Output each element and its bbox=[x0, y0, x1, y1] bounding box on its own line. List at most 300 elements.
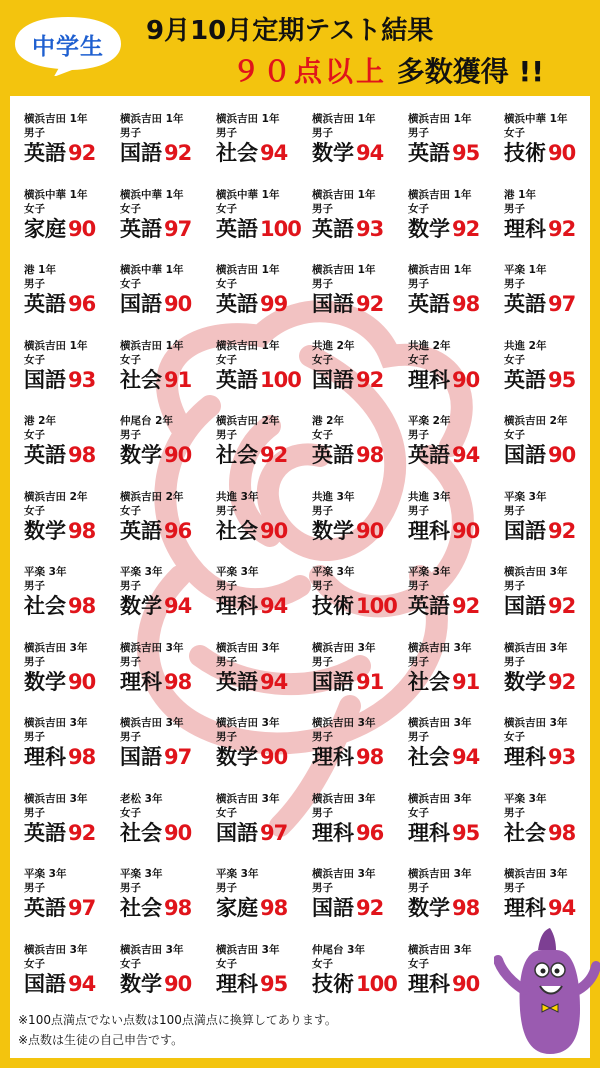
result-card bbox=[24, 867, 120, 941]
school-grade: 老松 3年 bbox=[120, 792, 163, 805]
badge-label: 中学生 bbox=[32, 34, 104, 60]
result-card bbox=[408, 792, 504, 866]
school-grade: 仲尾台 2年 bbox=[120, 415, 173, 427]
gender: 女子 bbox=[216, 202, 237, 215]
gender: 男子 bbox=[24, 278, 45, 290]
result-line bbox=[312, 669, 408, 697]
subject: 理科 bbox=[504, 216, 546, 241]
result-card bbox=[312, 490, 408, 564]
result-card bbox=[312, 792, 408, 866]
gender: 男子 bbox=[312, 731, 333, 743]
subject: 理科 bbox=[216, 971, 258, 996]
result-line bbox=[120, 518, 216, 546]
result-line bbox=[120, 593, 216, 621]
gender: 男子 bbox=[24, 806, 45, 819]
gender: 女子 bbox=[120, 278, 141, 290]
subject: 国語 bbox=[120, 141, 162, 165]
result-card bbox=[504, 339, 590, 413]
score: 96 bbox=[356, 820, 384, 845]
subject: 理科 bbox=[312, 820, 354, 845]
score: 94 bbox=[452, 745, 480, 769]
score: 92 bbox=[452, 594, 480, 618]
gender: 女子 bbox=[120, 504, 141, 517]
score: 90 bbox=[452, 518, 480, 543]
subject: 技術 bbox=[312, 594, 354, 618]
result-line bbox=[312, 593, 408, 621]
gender: 男子 bbox=[24, 127, 45, 139]
gender: 男子 bbox=[24, 731, 45, 743]
gender: 男子 bbox=[216, 580, 237, 592]
subject: 数学 bbox=[312, 141, 354, 165]
school-grade: 港 2年 bbox=[24, 415, 56, 427]
score: 90 bbox=[164, 971, 192, 996]
gender: 女子 bbox=[408, 806, 429, 819]
result-line bbox=[216, 820, 312, 848]
subject: 社会 bbox=[216, 141, 258, 165]
school-grade: 平楽 3年 bbox=[120, 868, 163, 880]
subject: 国語 bbox=[504, 443, 546, 467]
subject: 社会 bbox=[120, 896, 162, 920]
subject: 社会 bbox=[216, 518, 258, 543]
gender: 男子 bbox=[408, 127, 429, 139]
result-card bbox=[216, 339, 312, 413]
result-line bbox=[312, 971, 408, 999]
result-card bbox=[24, 188, 120, 262]
footnote-self-report: ※点数は生徒の自己申告です。 bbox=[18, 1033, 184, 1047]
result-card bbox=[408, 867, 504, 941]
result-line bbox=[120, 895, 216, 923]
score: 94 bbox=[164, 594, 192, 618]
result-line bbox=[408, 820, 504, 848]
result-line bbox=[216, 367, 312, 395]
subject: 理科 bbox=[216, 594, 258, 618]
gender: 男子 bbox=[504, 580, 525, 592]
score: 90 bbox=[452, 367, 480, 392]
subject: 英語 bbox=[504, 292, 546, 316]
result-line bbox=[120, 744, 216, 772]
gender: 女子 bbox=[120, 353, 141, 366]
subject: 理科 bbox=[408, 367, 450, 392]
score: 92 bbox=[548, 669, 576, 694]
gender: 男子 bbox=[312, 655, 333, 668]
subject: 理科 bbox=[312, 745, 354, 769]
subject: 理科 bbox=[408, 518, 450, 543]
result-card bbox=[504, 565, 590, 639]
school-grade: 平楽 3年 bbox=[216, 566, 259, 578]
page-subtitle bbox=[232, 50, 544, 90]
subject: 社会 bbox=[120, 820, 162, 845]
gender: 男子 bbox=[504, 882, 525, 894]
result-line bbox=[408, 669, 504, 697]
school-grade: 横浜中華 1年 bbox=[504, 113, 568, 125]
score: 97 bbox=[260, 820, 288, 845]
result-card bbox=[120, 943, 216, 1017]
subject: 国語 bbox=[312, 292, 354, 316]
score: 94 bbox=[260, 141, 288, 165]
score: 90 bbox=[68, 216, 96, 241]
result-line bbox=[408, 216, 504, 244]
subject: 英語 bbox=[408, 141, 450, 165]
school-grade: 共進 3年 bbox=[312, 490, 355, 503]
result-line bbox=[24, 895, 120, 923]
result-line bbox=[216, 442, 312, 470]
result-line bbox=[408, 593, 504, 621]
gender: 男子 bbox=[24, 882, 45, 894]
subject: 理科 bbox=[504, 745, 546, 769]
subject: 英語 bbox=[408, 292, 450, 316]
result-line bbox=[408, 140, 504, 168]
subject: 数学 bbox=[504, 669, 546, 694]
subject: 社会 bbox=[216, 443, 258, 467]
school-grade: 横浜吉田 1年 bbox=[312, 188, 376, 201]
gender: 男子 bbox=[120, 731, 141, 743]
result-line bbox=[504, 216, 590, 244]
result-line bbox=[24, 140, 120, 168]
result-card bbox=[120, 641, 216, 715]
score: 98 bbox=[548, 820, 576, 845]
score: 90 bbox=[68, 669, 96, 694]
school-grade: 横浜吉田 3年 bbox=[216, 641, 280, 654]
result-line bbox=[24, 367, 120, 395]
gender: 男子 bbox=[24, 655, 45, 668]
result-card bbox=[312, 112, 408, 186]
school-grade: 平楽 3年 bbox=[24, 566, 67, 578]
result-card bbox=[408, 339, 504, 413]
result-card bbox=[312, 188, 408, 262]
footnote-conversion: ※100点満点でない点数は100点満点に換算してあります。 bbox=[18, 1013, 337, 1027]
result-card bbox=[408, 641, 504, 715]
result-card bbox=[216, 188, 312, 262]
result-line bbox=[504, 291, 590, 319]
school-grade: 横浜吉田 3年 bbox=[216, 717, 280, 729]
gender: 男子 bbox=[216, 731, 237, 743]
result-line bbox=[504, 593, 590, 621]
score: 98 bbox=[356, 745, 384, 769]
result-line bbox=[504, 140, 590, 168]
school-grade: 平楽 2年 bbox=[408, 415, 451, 427]
school-grade: 横浜吉田 3年 bbox=[504, 717, 568, 729]
subject: 英語 bbox=[24, 896, 66, 920]
result-card bbox=[408, 188, 504, 262]
score: 98 bbox=[452, 896, 480, 920]
gender: 女子 bbox=[24, 504, 45, 517]
school-grade: 横浜吉田 3年 bbox=[504, 868, 568, 880]
gender: 女子 bbox=[120, 806, 141, 819]
result-card bbox=[216, 867, 312, 941]
score: 92 bbox=[68, 820, 96, 845]
result-card bbox=[24, 414, 120, 488]
school-grade: 横浜吉田 1年 bbox=[120, 113, 184, 125]
school-grade: 横浜吉田 3年 bbox=[408, 943, 472, 956]
subject: 国語 bbox=[216, 820, 258, 845]
score: 91 bbox=[356, 669, 384, 694]
gender: 男子 bbox=[408, 429, 429, 441]
score: 94 bbox=[452, 443, 480, 467]
gender: 男子 bbox=[216, 429, 237, 441]
result-card bbox=[408, 565, 504, 639]
page-title: 9月10月定期テスト結果 bbox=[146, 16, 434, 46]
subject: 社会 bbox=[408, 745, 450, 769]
score: 91 bbox=[452, 669, 480, 694]
score: 90 bbox=[164, 443, 192, 467]
subject: 数学 bbox=[24, 669, 66, 694]
result-card bbox=[24, 792, 120, 866]
school-grade: 横浜吉田 3年 bbox=[120, 641, 184, 654]
school-grade: 横浜吉田 3年 bbox=[24, 717, 88, 729]
school-grade: 横浜吉田 3年 bbox=[120, 943, 184, 956]
gender: 男子 bbox=[504, 202, 525, 215]
result-line bbox=[216, 140, 312, 168]
score: 91 bbox=[164, 367, 192, 392]
score: 97 bbox=[68, 896, 96, 920]
subject: 英語 bbox=[216, 669, 258, 694]
gender: 男子 bbox=[408, 504, 429, 517]
subject: 英語 bbox=[216, 367, 258, 392]
result-card bbox=[408, 414, 504, 488]
results-grid bbox=[10, 96, 590, 1058]
score: 92 bbox=[356, 367, 384, 392]
subject: 英語 bbox=[120, 518, 162, 543]
result-line bbox=[312, 518, 408, 546]
score: 98 bbox=[356, 443, 384, 467]
score: 98 bbox=[68, 443, 96, 467]
gender: 男子 bbox=[504, 278, 525, 290]
result-line bbox=[216, 518, 312, 546]
school-grade: 横浜吉田 3年 bbox=[504, 641, 568, 654]
school-grade: 平楽 1年 bbox=[504, 264, 547, 276]
gender: 女子 bbox=[312, 353, 333, 366]
results-panel bbox=[10, 96, 590, 1058]
gender: 男子 bbox=[312, 127, 333, 139]
subject: 英語 bbox=[24, 820, 66, 845]
subject: 英語 bbox=[216, 292, 258, 316]
result-line bbox=[408, 895, 504, 923]
score: 97 bbox=[548, 292, 576, 316]
score: 98 bbox=[260, 896, 288, 920]
result-line bbox=[120, 140, 216, 168]
score: 93 bbox=[68, 367, 96, 392]
score: 100 bbox=[356, 594, 397, 618]
result-card bbox=[216, 112, 312, 186]
school-grade: 横浜吉田 3年 bbox=[504, 566, 568, 578]
school-grade: 平楽 3年 bbox=[312, 566, 355, 578]
gender: 男子 bbox=[312, 882, 333, 894]
gender: 男子 bbox=[120, 127, 141, 139]
gender: 男子 bbox=[216, 882, 237, 894]
result-card bbox=[120, 339, 216, 413]
score: 96 bbox=[164, 518, 192, 543]
result-line bbox=[504, 442, 590, 470]
score: 98 bbox=[452, 292, 480, 316]
subject: 英語 bbox=[312, 443, 354, 467]
result-line bbox=[312, 895, 408, 923]
school-grade: 仲尾台 3年 bbox=[312, 943, 365, 956]
subject: 理科 bbox=[408, 971, 450, 996]
result-card bbox=[120, 263, 216, 337]
result-card bbox=[120, 188, 216, 262]
subject: 数学 bbox=[120, 594, 162, 618]
subject: 英語 bbox=[24, 141, 66, 165]
subject: 社会 bbox=[408, 669, 450, 694]
result-card bbox=[312, 716, 408, 790]
result-line bbox=[408, 744, 504, 772]
school-grade: 横浜吉田 2年 bbox=[216, 415, 280, 427]
school-grade: 横浜中華 1年 bbox=[24, 188, 88, 201]
school-grade: 横浜吉田 3年 bbox=[408, 868, 472, 880]
gender: 男子 bbox=[216, 655, 237, 668]
gender: 女子 bbox=[504, 353, 525, 366]
result-line bbox=[24, 744, 120, 772]
score: 98 bbox=[68, 518, 96, 543]
school-grade: 横浜吉田 1年 bbox=[408, 264, 472, 276]
gender: 男子 bbox=[312, 278, 333, 290]
subject: 国語 bbox=[120, 745, 162, 769]
result-line bbox=[408, 971, 504, 999]
gender: 女子 bbox=[216, 353, 237, 366]
subject: 英語 bbox=[312, 216, 354, 241]
result-line bbox=[504, 744, 590, 772]
school-grade: 横浜吉田 2年 bbox=[120, 490, 184, 503]
school-grade: 横浜吉田 3年 bbox=[408, 792, 472, 805]
score: 96 bbox=[68, 292, 96, 316]
school-grade: 横浜吉田 1年 bbox=[312, 113, 376, 125]
score: 90 bbox=[164, 820, 192, 845]
result-line bbox=[120, 367, 216, 395]
result-line bbox=[504, 518, 590, 546]
result-line bbox=[216, 593, 312, 621]
header bbox=[0, 0, 600, 96]
result-card bbox=[312, 867, 408, 941]
gender: 女子 bbox=[24, 957, 45, 970]
subject: 国語 bbox=[120, 292, 162, 316]
result-line bbox=[312, 442, 408, 470]
subject: 社会 bbox=[24, 594, 66, 618]
school-grade: 横浜吉田 3年 bbox=[120, 717, 184, 729]
score: 98 bbox=[68, 594, 96, 618]
result-line bbox=[120, 291, 216, 319]
result-line bbox=[24, 971, 120, 999]
subject: 理科 bbox=[408, 820, 450, 845]
mascot-character bbox=[494, 920, 600, 1060]
school-grade: 横浜吉田 2年 bbox=[24, 490, 88, 503]
school-grade: 横浜吉田 3年 bbox=[312, 717, 376, 729]
gender: 女子 bbox=[216, 957, 237, 970]
subject: 国語 bbox=[312, 669, 354, 694]
result-line bbox=[120, 216, 216, 244]
result-card bbox=[504, 641, 590, 715]
result-card bbox=[24, 565, 120, 639]
subject: 国語 bbox=[504, 594, 546, 618]
score: 93 bbox=[356, 216, 384, 241]
result-card bbox=[24, 716, 120, 790]
result-card bbox=[312, 943, 408, 1017]
gender: 男子 bbox=[24, 580, 45, 592]
gender: 男子 bbox=[504, 504, 525, 517]
result-line bbox=[216, 669, 312, 697]
school-grade: 横浜吉田 1年 bbox=[120, 339, 184, 352]
school-grade: 平楽 3年 bbox=[24, 868, 67, 880]
score: 95 bbox=[260, 971, 288, 996]
score: 90 bbox=[164, 292, 192, 316]
result-card bbox=[504, 263, 590, 337]
gender: 男子 bbox=[216, 504, 237, 517]
result-line bbox=[408, 291, 504, 319]
result-card bbox=[504, 716, 590, 790]
score: 90 bbox=[260, 745, 288, 769]
score: 90 bbox=[548, 443, 576, 467]
result-line bbox=[504, 820, 590, 848]
gender: 男子 bbox=[408, 882, 429, 894]
school-grade: 平楽 3年 bbox=[216, 868, 259, 880]
gender: 女子 bbox=[504, 429, 525, 441]
subject: 理科 bbox=[120, 669, 162, 694]
score: 92 bbox=[452, 216, 480, 241]
result-line bbox=[408, 518, 504, 546]
subject: 家庭 bbox=[216, 896, 258, 920]
subject: 国語 bbox=[24, 971, 66, 996]
result-card bbox=[504, 490, 590, 564]
result-card bbox=[216, 490, 312, 564]
score: 92 bbox=[164, 141, 192, 165]
result-card bbox=[24, 339, 120, 413]
result-line bbox=[24, 518, 120, 546]
result-line bbox=[312, 820, 408, 848]
result-card bbox=[24, 641, 120, 715]
gender: 男子 bbox=[312, 202, 333, 215]
gender: 女子 bbox=[312, 429, 333, 441]
result-line bbox=[408, 367, 504, 395]
result-card bbox=[504, 414, 590, 488]
subject: 国語 bbox=[504, 518, 546, 543]
score: 92 bbox=[548, 216, 576, 241]
school-grade: 平楽 3年 bbox=[504, 490, 547, 503]
school-grade: 横浜吉田 3年 bbox=[24, 641, 88, 654]
score: 92 bbox=[356, 896, 384, 920]
school-grade: 横浜吉田 3年 bbox=[408, 641, 472, 654]
result-card bbox=[216, 414, 312, 488]
result-card bbox=[504, 112, 590, 186]
subject: 理科 bbox=[24, 745, 66, 769]
gender: 男子 bbox=[408, 580, 429, 592]
gender: 男子 bbox=[120, 655, 141, 668]
school-grade: 横浜吉田 3年 bbox=[408, 717, 472, 729]
result-card bbox=[312, 263, 408, 337]
result-card bbox=[120, 792, 216, 866]
score: 95 bbox=[452, 820, 480, 845]
subject: 理科 bbox=[504, 896, 546, 920]
gender: 男子 bbox=[408, 278, 429, 290]
school-grade: 横浜吉田 1年 bbox=[24, 113, 88, 125]
result-card bbox=[120, 867, 216, 941]
school-grade: 平楽 3年 bbox=[408, 566, 451, 578]
result-card bbox=[504, 188, 590, 262]
subject: 英語 bbox=[504, 367, 546, 392]
result-card bbox=[216, 263, 312, 337]
gender: 女子 bbox=[408, 957, 429, 970]
gender: 男子 bbox=[120, 580, 141, 592]
school-grade: 横浜吉田 3年 bbox=[312, 792, 376, 805]
score: 100 bbox=[260, 367, 301, 392]
result-line bbox=[120, 820, 216, 848]
result-line bbox=[24, 593, 120, 621]
result-line bbox=[312, 291, 408, 319]
score: 98 bbox=[68, 745, 96, 769]
result-line bbox=[24, 820, 120, 848]
subject: 英語 bbox=[24, 292, 66, 316]
gender: 女子 bbox=[24, 353, 45, 366]
score: 100 bbox=[356, 971, 397, 996]
gender: 女子 bbox=[216, 278, 237, 290]
